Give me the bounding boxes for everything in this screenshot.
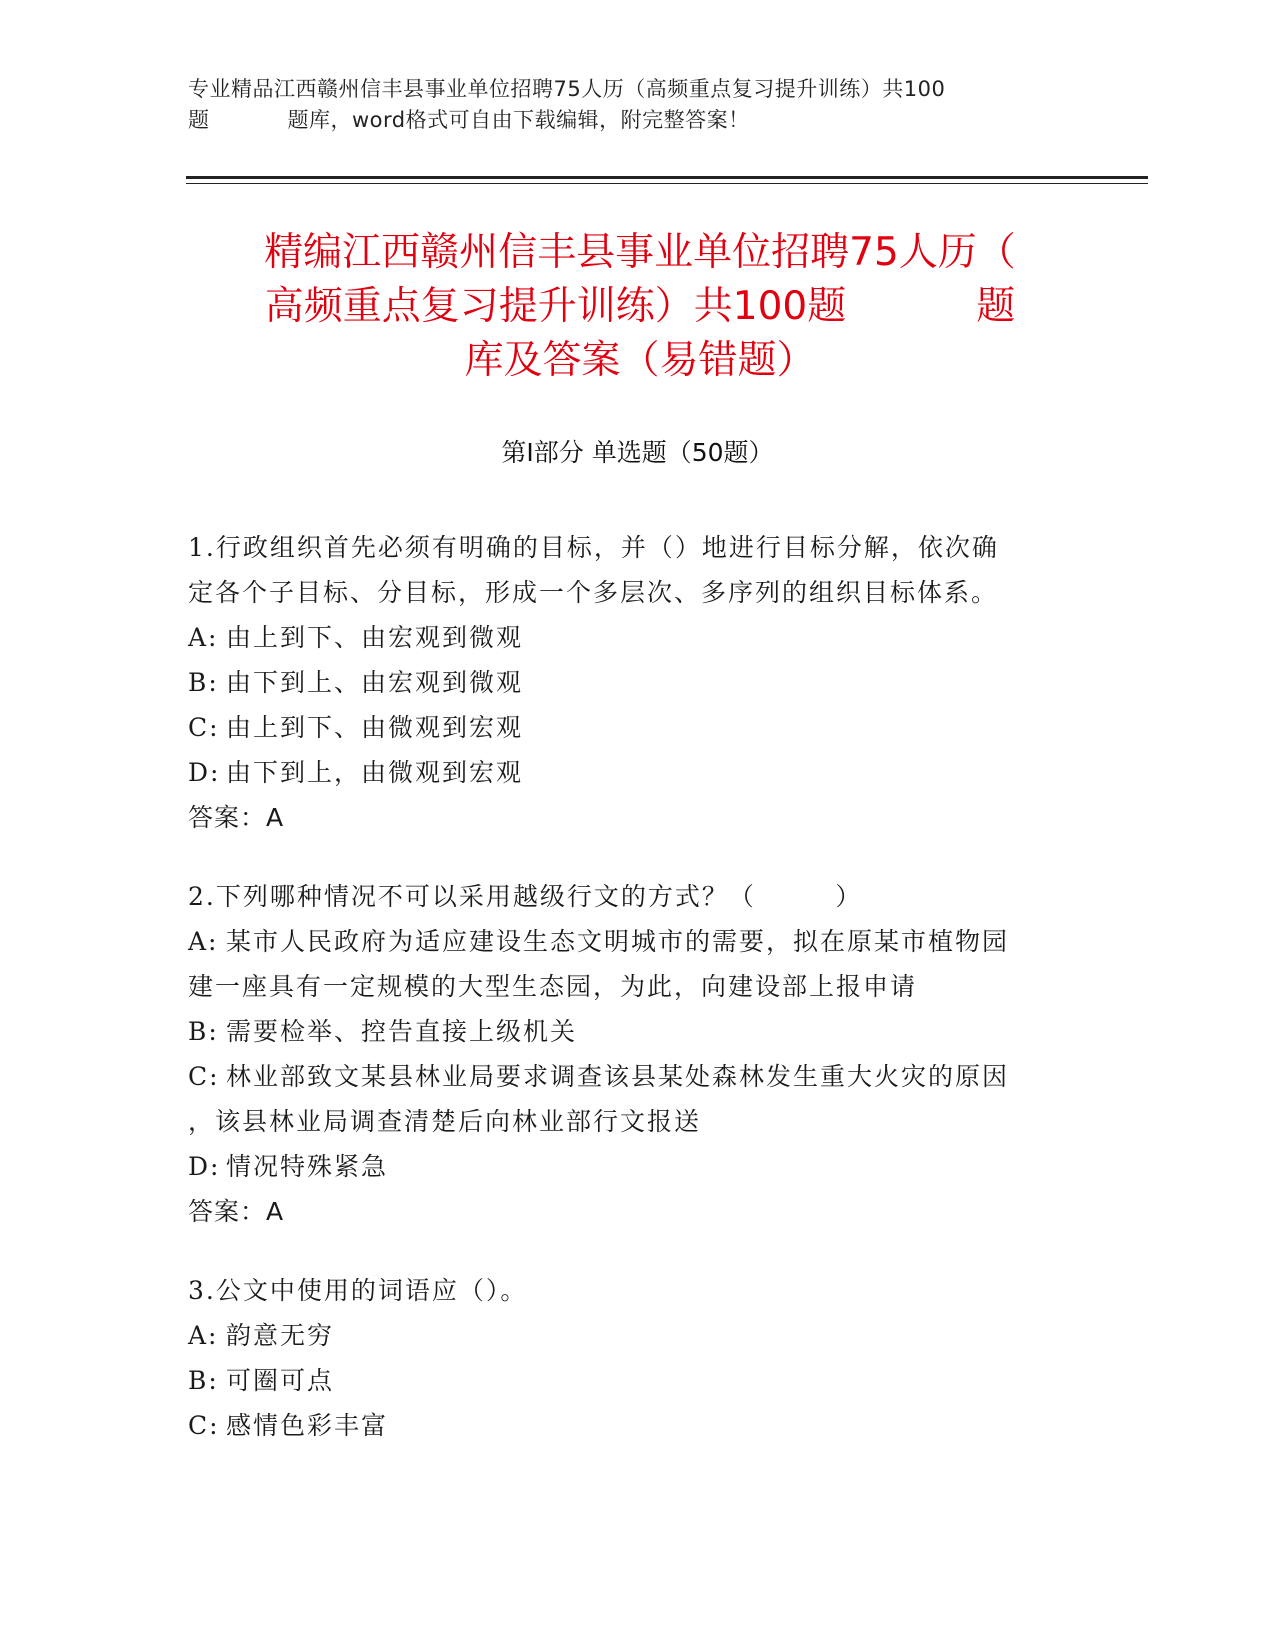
question-3-text-line-1: 3.公文中使用的词语应（）。 [188, 1276, 528, 1305]
option-key: B: [188, 668, 219, 697]
question-1-option-d [188, 750, 1088, 795]
question-2-option-d [188, 1144, 1088, 1189]
option-key: A: [188, 1321, 219, 1350]
question-1-option-c [188, 705, 1088, 750]
question-1-text-line-2: 定各个子目标、分目标，形成一个多层次、多序列的组织目标体系。 [188, 578, 999, 607]
option-key: A: [188, 623, 219, 652]
option-text: 林业部致文某县林业局要求调查该县某处森林发生重大火灾的原因 [226, 1062, 1010, 1091]
option-key: A: [188, 927, 219, 956]
document-title [170, 226, 1110, 388]
option-text: 由下到上、由宏观到微观 [226, 668, 524, 697]
option-text: 感情色彩丰富 [226, 1411, 389, 1440]
option-text: 由下到上，由微观到宏观 [226, 758, 524, 787]
question-1-option-a [188, 615, 1088, 660]
document-title-line-1: 精编江西赣州信丰县事业单位招聘75人历（ [264, 230, 1016, 275]
question-2-option-b [188, 1009, 1088, 1054]
header-note-line-2-end: 题库，word格式可自由下载编辑，附完整答案！ [287, 108, 750, 132]
question-3-option-c [188, 1403, 1088, 1448]
option-text: 情况特殊紧急 [226, 1152, 389, 1181]
question-list [188, 525, 1088, 1482]
document-title-line-2-start: 高频重点复习提升训练）共100题 [264, 284, 847, 329]
section-heading: 第Ⅰ部分 单选题（50题） [501, 438, 774, 467]
option-key: C: [188, 713, 220, 742]
header-divider-thin [186, 183, 1148, 184]
question-2-option-c-continued: ，该县林业局调查清楚后向林业部行文报送 [188, 1107, 702, 1136]
question-2-option-c [188, 1054, 1088, 1099]
document-title-line-2-end: 题 [976, 284, 1016, 329]
document-title-line-3: 库及答案（易错题） [464, 338, 816, 383]
option-text: 需要检举、控告直接上级机关 [226, 1017, 578, 1046]
option-key: C: [188, 1062, 220, 1091]
header-note-line-1: 专业精品江西赣州信丰县事业单位招聘75人历（高频重点复习提升训练）共100 [188, 77, 946, 101]
question-2-option-a [188, 919, 1088, 964]
question-3-option-a [188, 1313, 1088, 1358]
option-text: 可圈可点 [226, 1366, 335, 1395]
header-note [188, 74, 1068, 136]
header-note-line-2 [188, 105, 1068, 136]
option-text: 某市人民政府为适应建设生态文明城市的需要，拟在原某市植物园 [226, 927, 1010, 956]
option-key: D: [188, 1152, 221, 1181]
option-key: C: [188, 1411, 220, 1440]
option-key: B: [188, 1366, 219, 1395]
question-1-text-line-1: 1.行政组织首先必须有明确的目标，并（）地进行目标分解，依次确 [188, 533, 999, 562]
option-key: D: [188, 758, 221, 787]
option-key: B: [188, 1017, 219, 1046]
question-3-option-b [188, 1358, 1088, 1403]
option-text: 韵意无穷 [226, 1321, 335, 1350]
header-note-line-2-start: 题 [188, 108, 210, 132]
question-1 [188, 525, 1088, 840]
question-2 [188, 874, 1088, 1234]
question-1-answer: 答案：A [188, 803, 285, 832]
document-title-line-2 [170, 280, 1110, 334]
header-divider-thick [186, 176, 1148, 179]
question-2-text-line-1: 2.下列哪种情况不可以采用越级行文的方式？（ ） [188, 882, 863, 911]
question-2-answer: 答案：A [188, 1197, 285, 1226]
question-3 [188, 1268, 1088, 1448]
question-1-option-b [188, 660, 1088, 705]
question-2-option-a-continued: 建一座具有一定规模的大型生态园，为此，向建设部上报申请 [188, 972, 918, 1001]
option-text: 由上到下、由微观到宏观 [226, 713, 524, 742]
option-text: 由上到下、由宏观到微观 [226, 623, 524, 652]
